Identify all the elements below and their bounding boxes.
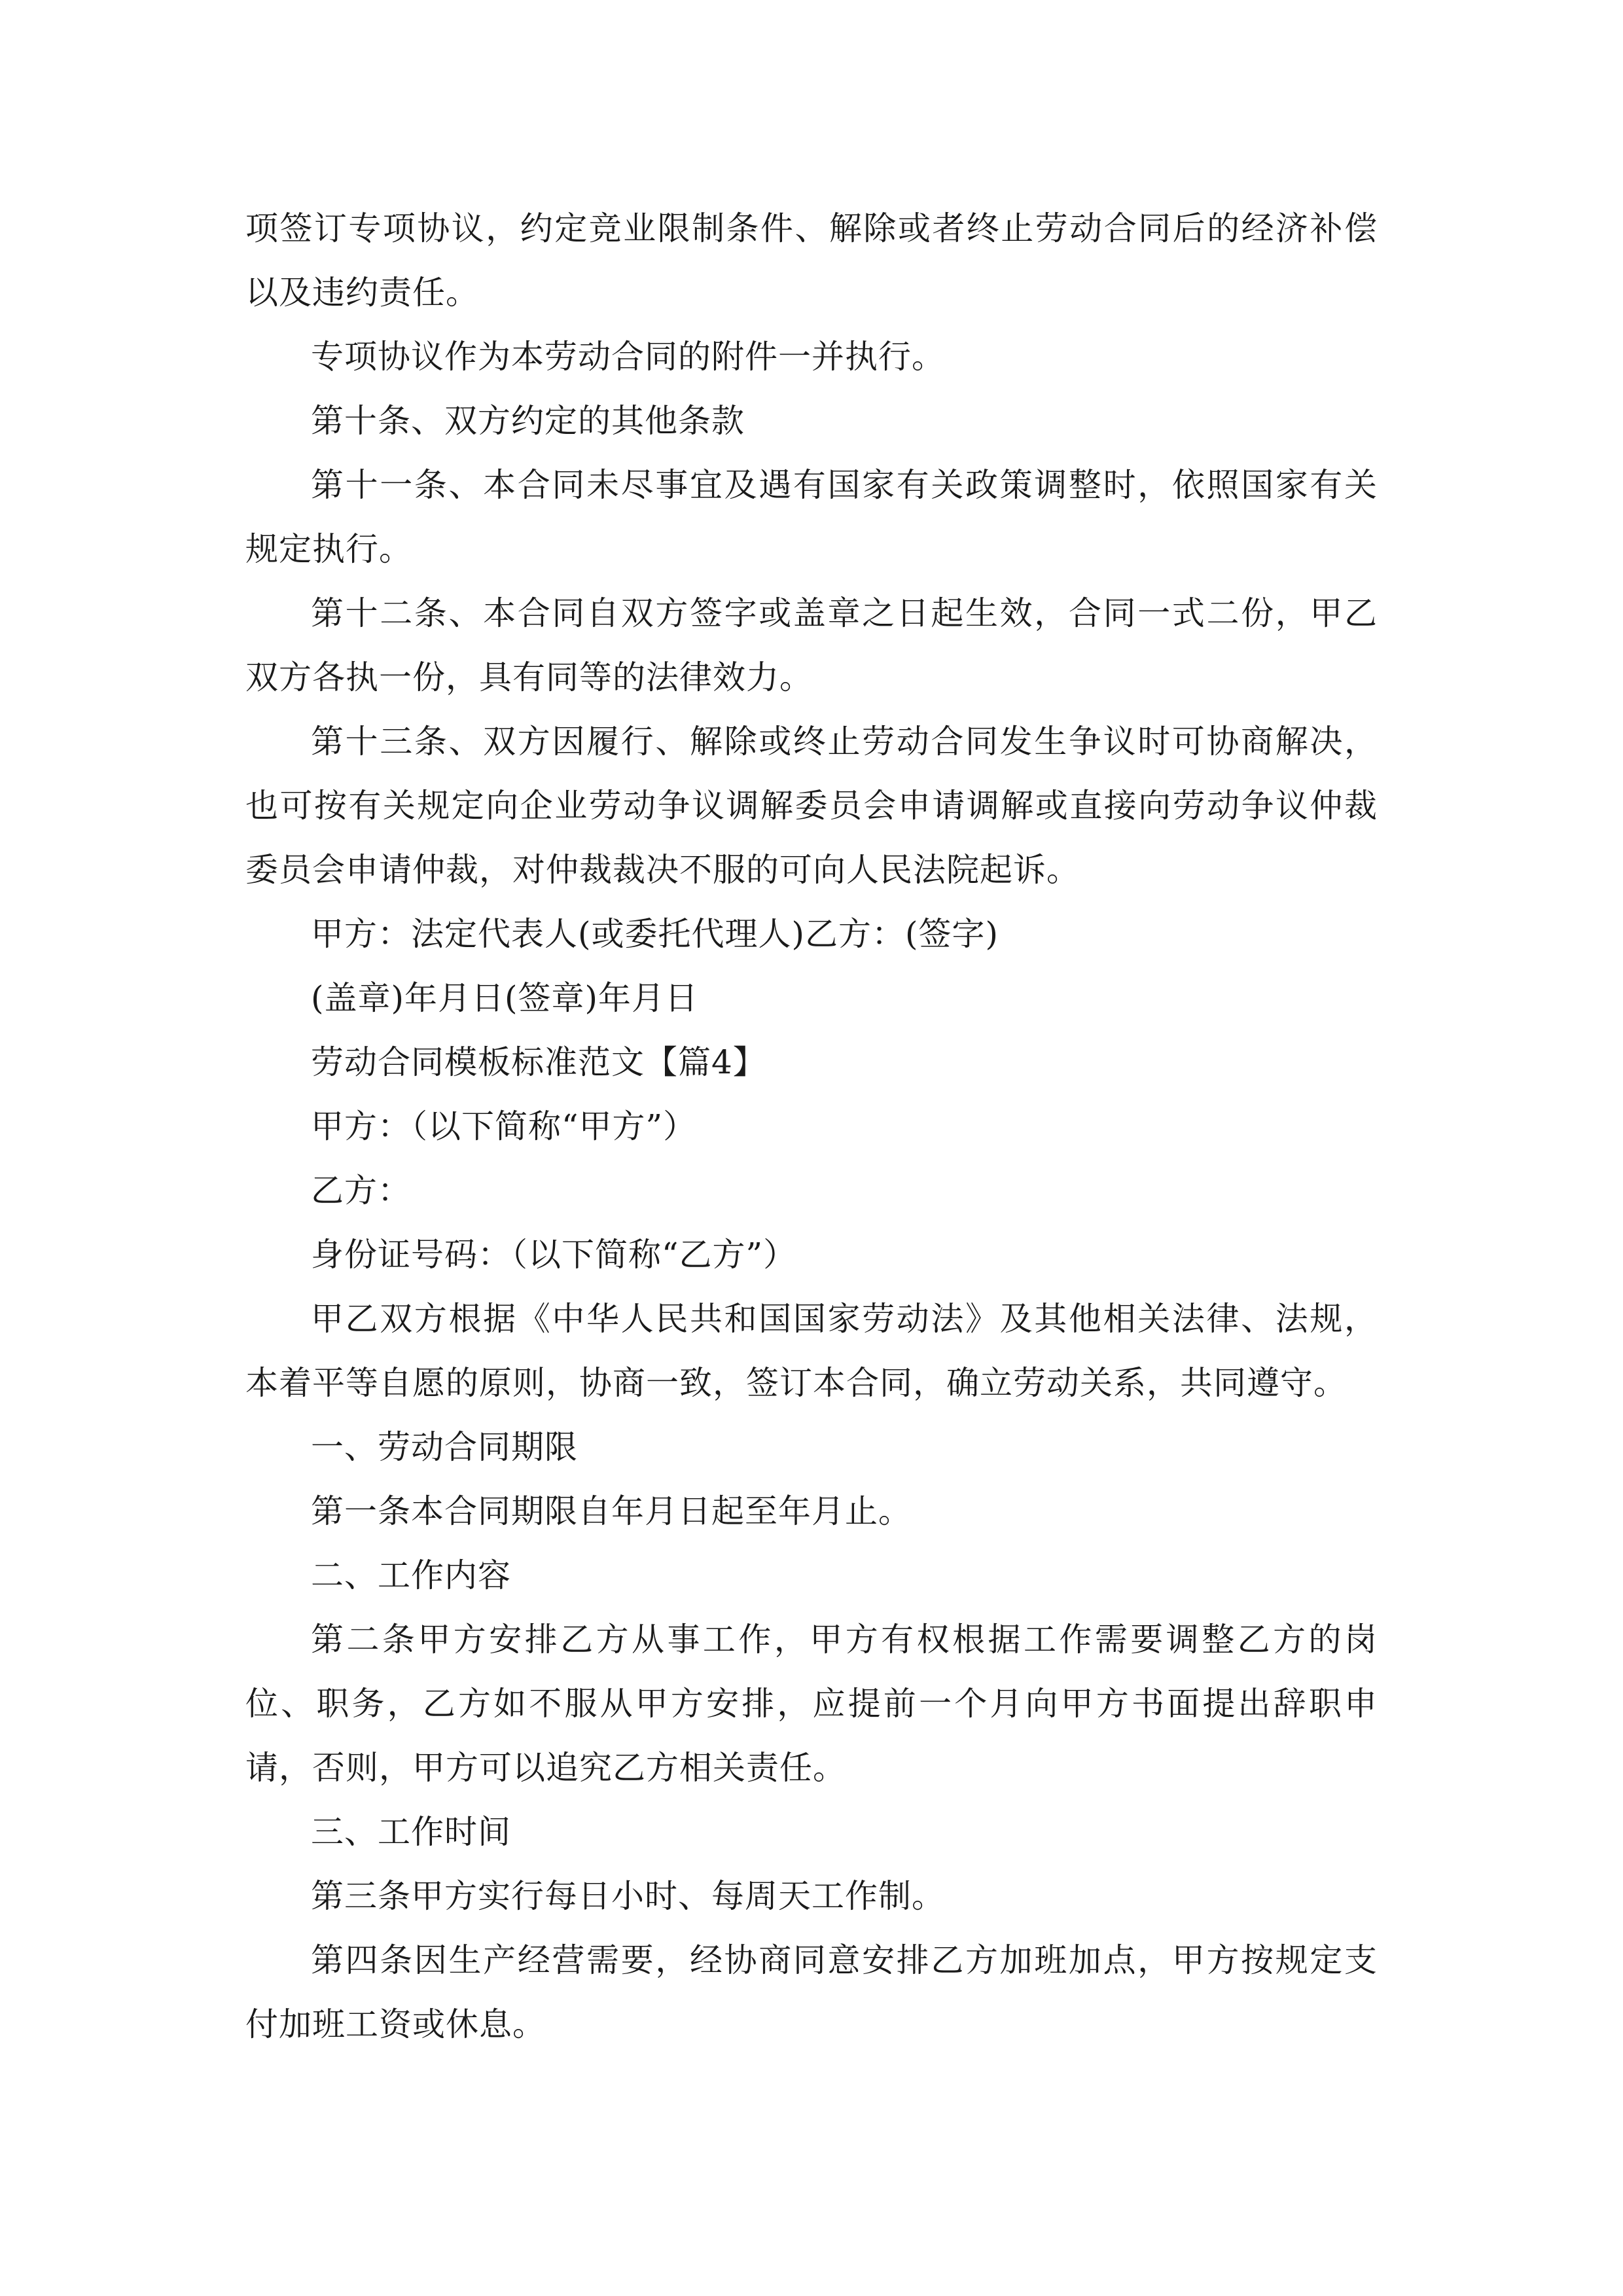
party-a-line: 甲方：（以下简称“甲方”） <box>311 1107 697 1145</box>
paragraph: 第十三条、双方因履行、解除或终止劳动合同发生争议时可协商解决，也可按有关规定向企业劳动争议调解委员会申请调解或直接向劳动争议仲裁委员会申请仲裁，对仲裁裁决不服的可向人民法院起诉。 <box>245 723 1378 889</box>
clause-heading: 第十条、双方约定的其他条款 <box>311 402 745 440</box>
paragraph: 第三条甲方实行每日小时、每周天工作制。 <box>311 1877 945 1915</box>
paragraph: 甲乙双方根据《中华人民共和国国家劳动法》及其他相关法律、法规，本着平等自愿的原则，协商一致，签订本合同，确立劳动关系，共同遵守。 <box>245 1300 1378 1402</box>
paragraph: 第四条因生产经营需要，经协商同意安排乙方加班加点，甲方按规定支付加班工资或休息。 <box>245 1941 1378 2043</box>
paragraph: 第一条本合同期限自年月日起至年月止。 <box>311 1492 912 1530</box>
signature-date-line: (盖章)年月日(签章)年月日 <box>311 979 699 1017</box>
party-b-line: 乙方： <box>311 1172 411 1210</box>
paragraph: 第十一条、本合同未尽事宜及遇有国家有关政策调整时，依照国家有关规定执行。 <box>245 466 1378 568</box>
paragraph: 项签订专项协议，约定竞业限制条件、解除或者终止劳动合同后的经济补偿以及违约责任。 <box>245 209 1378 312</box>
section-heading: 二、工作内容 <box>311 1556 511 1594</box>
section-heading: 三、工作时间 <box>311 1813 511 1851</box>
paragraph: 第二条甲方安排乙方从事工作，甲方有权根据工作需要调整乙方的岗位、职务，乙方如不服从甲方安排，应提前一个月向甲方书面提出辞职申请，否则，甲方可以追究乙方相关责任。 <box>245 1621 1378 1787</box>
paragraph: 第十二条、本合同自双方签字或盖章之日起生效，合同一式二份，甲乙双方各执一份，具有同等的法律效力。 <box>245 594 1378 696</box>
document-body <box>245 196 1378 2056</box>
section-heading: 一、劳动合同期限 <box>311 1428 578 1466</box>
id-number-line: 身份证号码：（以下简称“乙方”） <box>311 1236 797 1274</box>
paragraph: 专项协议作为本劳动合同的附件一并执行。 <box>311 338 945 376</box>
section-title: 劳动合同模板标准范文【篇4】 <box>311 1043 766 1081</box>
signature-line: 甲方：法定代表人(或委托代理人)乙方：(签字) <box>311 915 999 953</box>
